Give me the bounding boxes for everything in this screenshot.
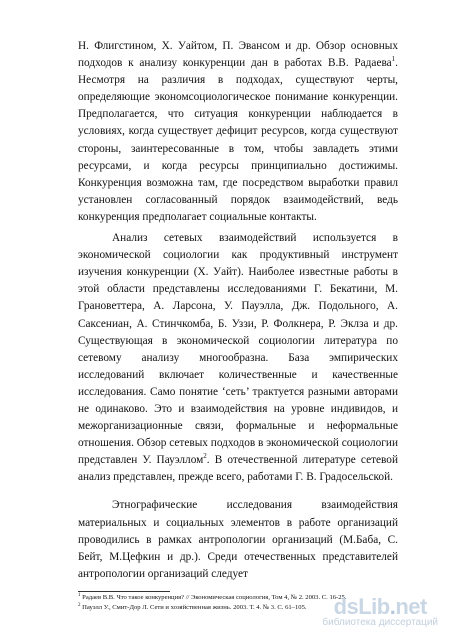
footnote-ref-1[interactable]: 1 xyxy=(391,55,396,64)
footnote-2-text: Пауэлл У., Смит-Дор Л. Сети и хозяйственная жизнь. 2003. Т. 4. № 3. С. 61–105. xyxy=(82,604,307,612)
footnote-1-text: Радаев В.В. Что такое конкуренция? // Экономическая социология, Том 4, № 2. 2003. С. 16-25. xyxy=(82,593,347,601)
watermark-brand: dsLib.net xyxy=(333,594,427,619)
footnote-ref-2[interactable]: 2 xyxy=(203,452,207,461)
footnote-1-number: 1 xyxy=(78,592,81,598)
paragraph-1 xyxy=(78,38,398,226)
watermark-tagline: библиотека диссертаций xyxy=(322,617,438,628)
paragraph-2-text-b: . В отечественной литературе сетевой анализ представлен, прежде всего, работами Г. В. Градосельской. xyxy=(78,454,398,484)
paragraph-1-text-b: . Несмотря на различия в подходах, существуют черты, определяющие экономсоциологическое понимание конкуренции. Предполагается, что ситуация конкуренции наблюдается в условиях, когда существует дефицит ресурсов, когда существуют стороны, заинтересованные в том, чтобы завладеть этими ресурсами, и когда ресурсы принципиально достижимы. Конкуренция возможна там, где посредством выработки правил установлен согласованный порядок взаимодействий, ведь конкуренция предполагает социальные контакты. xyxy=(78,57,398,223)
paragraph-1-text-a: Н. Флигстином, Х. Уайтом, П. Эвансом и др. Обзор основных подходов к анализу конкуренции дан в работах В.В. Радаева xyxy=(78,40,398,70)
paragraph-2-text-a: Анализ сетевых взаимодействий используется в экономической социологии как продуктивный инструмент изучения конкуренции (Х. Уайт). Наиболее известные работы в этой области представлены исследованиями Г. Бекатини, М. Грановеттера, А. Ларсона, У. Пауэлла, Дж. Подольного, А. Саксениан, А. Стинчкомба, Б. Уззи, Р. Фолкнера, Р. Эклза и др. Существующая в экономической социологии литература по сетевому анализу многообразна. База эмпирических исследований включает количественные и качественные исследования. Само понятие ‘сеть’ трактуется разными авторами не одинаково. Это и взаимодействия на уровне индивидов, и межорганизационные связи, формальные и неформальные отношения. Обзор сетевых подходов в экономической социологии представлен У. Пауэллом xyxy=(78,232,398,467)
paragraph-2 xyxy=(78,230,398,486)
footnote-2-number: 2 xyxy=(78,603,81,609)
document-page xyxy=(78,38,398,613)
dslib-watermark-logo[interactable] xyxy=(322,594,438,628)
footnote-divider xyxy=(78,591,170,592)
paragraph-3 xyxy=(78,497,398,582)
paragraph-3-text: Этнографические исследования взаимодействия материальных и социальных элементов в работе организаций проводились в рамках антропологии организаций (М.Баба, С. Бейт, М.Цефкин и др.). Среди отечественных представителей антропологии организаций следует xyxy=(78,499,398,580)
